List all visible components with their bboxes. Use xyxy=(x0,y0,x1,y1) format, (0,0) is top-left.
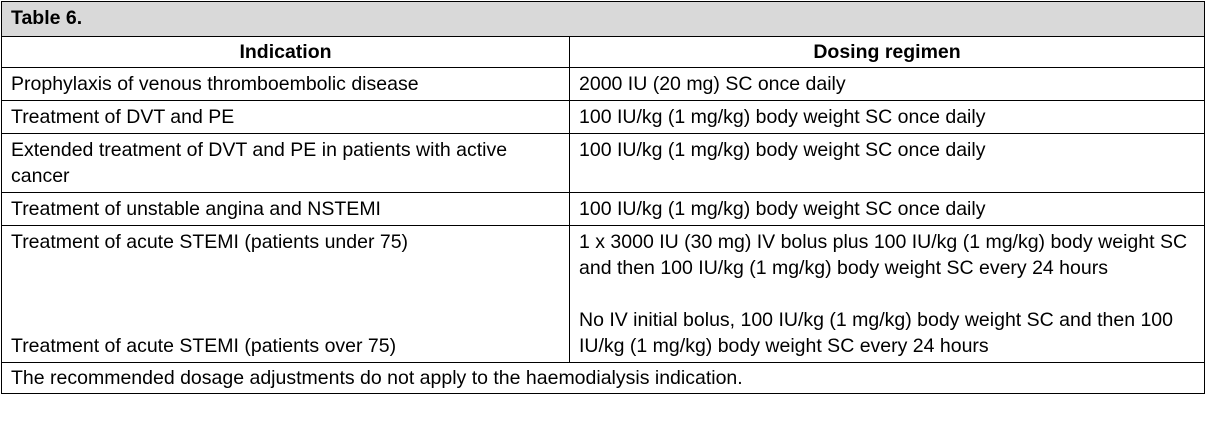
spacer xyxy=(11,255,560,281)
table-footnote-row xyxy=(2,363,1205,394)
indication-cell: Treatment of unstable angina and NSTEMI xyxy=(2,193,570,226)
spacer xyxy=(11,281,560,307)
indication-cell: Prophylaxis of venous thromboembolic disease xyxy=(2,68,570,101)
regimen-stemi-under-75: 1 x 3000 IU (30 mg) IV bolus plus 100 IU/kg (1 mg/kg) body weight SC and then 100 IU/kg (1 mg/kg) body weight SC every 24 hours xyxy=(579,231,1188,279)
column-header-dosing-regimen: Dosing regimen xyxy=(570,37,1205,68)
regimen-cell: 100 IU/kg (1 mg/kg) body weight SC once daily xyxy=(570,101,1205,134)
dosing-table xyxy=(1,1,1205,394)
table-header-row xyxy=(2,37,1205,68)
indication-stemi-over-75: Treatment of acute STEMI (patients over 75) xyxy=(11,335,397,357)
table-row xyxy=(2,226,1205,363)
table-caption: Table 6. xyxy=(2,2,1205,37)
indication-cell: Extended treatment of DVT and PE in patients with active cancer xyxy=(2,134,570,193)
regimen-cell: 100 IU/kg (1 mg/kg) body weight SC once daily xyxy=(570,193,1205,226)
indication-stemi-under-75: Treatment of acute STEMI (patients under 75) xyxy=(11,231,409,253)
table-footnote: The recommended dosage adjustments do not apply to the haemodialysis indication. xyxy=(2,363,1205,394)
table-row xyxy=(2,134,1205,193)
indication-cell: Treatment of DVT and PE xyxy=(2,101,570,134)
spacer xyxy=(11,307,560,333)
column-header-indication: Indication xyxy=(2,37,570,68)
regimen-cell: 2000 IU (20 mg) SC once daily xyxy=(570,68,1205,101)
table-caption-row xyxy=(2,2,1205,37)
regimen-cell xyxy=(570,226,1205,363)
table-row xyxy=(2,193,1205,226)
indication-cell xyxy=(2,226,570,363)
regimen-cell: 100 IU/kg (1 mg/kg) body weight SC once daily xyxy=(570,134,1205,193)
spacer xyxy=(579,281,1195,307)
table-row xyxy=(2,68,1205,101)
regimen-stemi-over-75: No IV initial bolus, 100 IU/kg (1 mg/kg) body weight SC and then 100 IU/kg (1 mg/kg) body weight SC every 24 hours xyxy=(579,309,1173,357)
table-row xyxy=(2,101,1205,134)
